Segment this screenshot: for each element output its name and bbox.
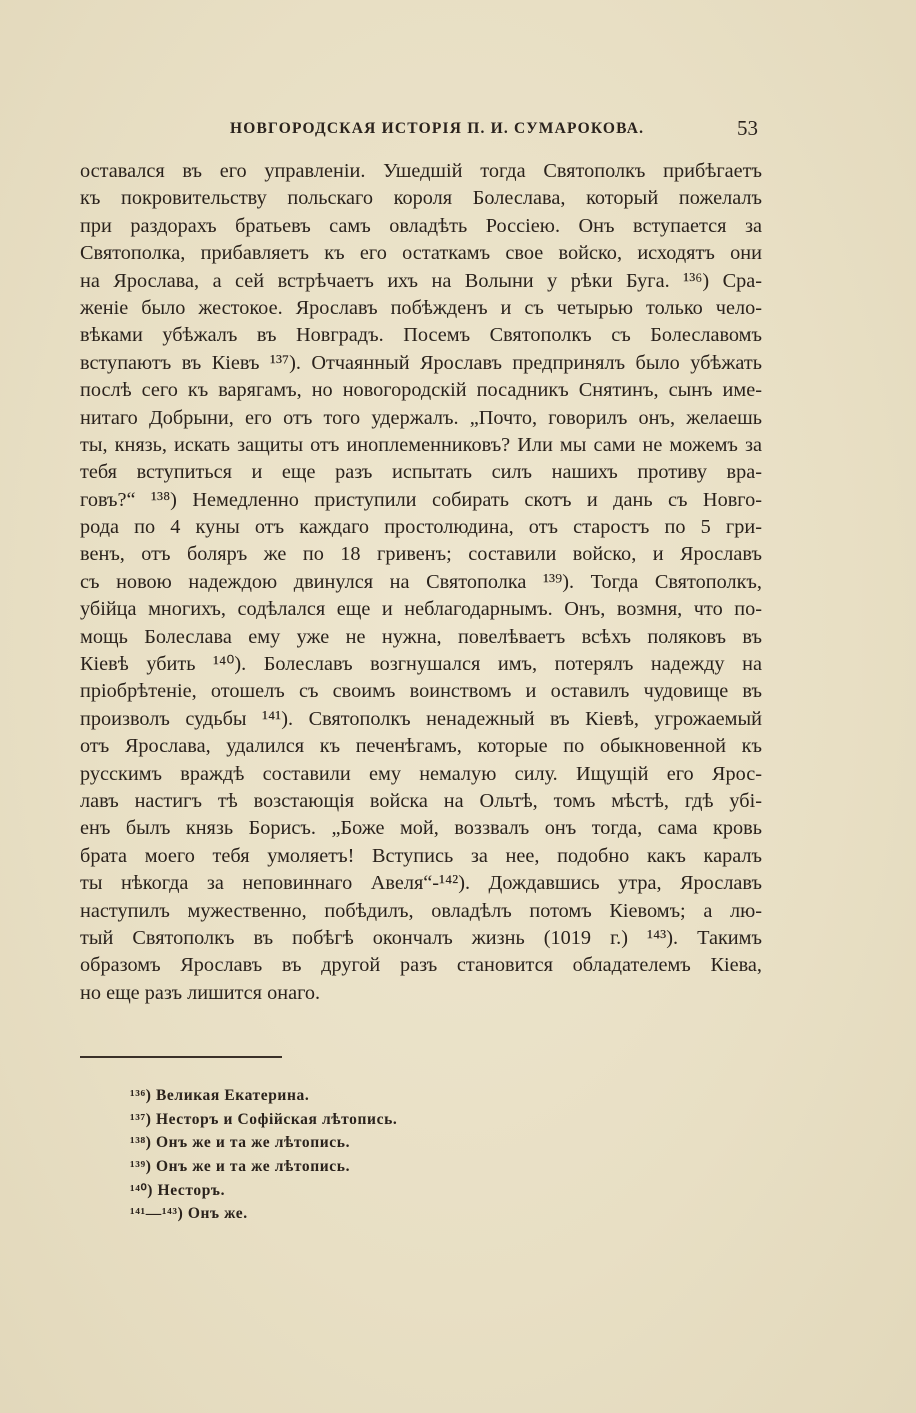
footnotes: [130, 1084, 630, 1226]
text-line: брата моего тебя умоляетъ! Вступись за нее, подобно какъ каралъ: [80, 844, 762, 867]
footnote: ¹⁴⁰) Несторъ.: [130, 1181, 226, 1199]
text-line: но еще разъ лишится онаго.: [80, 981, 321, 1004]
text-line: мощь Болеслава ему уже не нужна, повелѣваетъ всѣхъ поляковъ въ: [80, 625, 762, 648]
text-line: енъ былъ князь Борисъ. „Боже мой, воззвалъ онъ тогда, сама кровь: [80, 817, 762, 840]
text-line: къ покровительству польскаго короля Болеслава, который пожелалъ: [80, 187, 762, 210]
text-line: тебя вступиться и еще разъ испытать силъ нашихъ противу вра-: [80, 461, 762, 484]
text-line: пріобрѣтеніе, отошелъ съ своимъ воинствомъ и оставилъ чудовище въ: [80, 680, 762, 703]
text-line: лавъ настигъ тѣ возстающія войска на Ольтѣ, томъ мѣстѣ, гдѣ убі-: [80, 789, 762, 812]
text-line: вѣками убѣжалъ въ Новградъ. Посемъ Святополкъ съ Болеславомъ: [80, 324, 762, 347]
page-header: [80, 116, 760, 144]
running-title: НОВГОРОДСКАЯ ИСТОРІЯ П. И. СУМАРОКОВА.: [230, 120, 645, 137]
text-line: Кіевѣ убить ¹⁴⁰). Болеславъ возгнушался имъ, потерялъ надежду на: [80, 653, 762, 676]
footnote: ¹³⁷) Несторъ и Софійская лѣтопись.: [130, 1110, 398, 1128]
text-line: говъ?“ ¹³⁸) Немедленно приступили собирать скотъ и дань съ Новго-: [80, 488, 762, 511]
text-line: наступилъ мужественно, побѣдилъ, овладѣлъ потомъ Кіевомъ; а лю-: [80, 899, 762, 922]
text-line: венъ, отъ боляръ же по 18 гривенъ; составили войско, и Ярославъ: [80, 543, 762, 566]
text-line: женіе было жестокое. Ярославъ побѣжденъ и съ четырью только чело-: [80, 296, 762, 319]
text-line: съ новою надеждою двинулся на Святополка ¹³⁹). Тогда Святополкъ,: [80, 570, 762, 593]
text-line: произволъ судьбы ¹⁴¹). Святополкъ ненадежный въ Кіевѣ, угрожаемый: [80, 707, 762, 730]
text-line: образомъ Ярославъ въ другой разъ становится обладателемъ Кіева,: [80, 954, 762, 977]
footnote: ¹⁴¹—¹⁴³) Онъ же.: [130, 1205, 248, 1223]
text-line: на Ярослава, а сей встрѣчаетъ ихъ на Волыни у рѣки Буга. ¹³⁶) Сра-: [80, 269, 762, 292]
text-line: ты, князь, искать защиты отъ иноплеменниковъ? Или мы сами не можемъ за: [80, 433, 762, 456]
text-line: послѣ сего къ варягамъ, но новогородскій посадникъ Снятинъ, сынъ име-: [80, 379, 762, 402]
text-line: русскимъ враждѣ составили ему немалую силу. Ищущій его Ярос-: [80, 762, 762, 785]
main-text: [80, 158, 762, 1007]
text-line: Святополка, прибавляетъ къ его остаткамъ свое войско, исходятъ они: [80, 242, 762, 265]
text-line: тый Святополкъ въ побѣгѣ окончалъ жизнь (1019 г.) ¹⁴³). Такимъ: [80, 926, 762, 949]
footnote: ¹³⁶) Великая Екатерина.: [130, 1087, 310, 1104]
footnote-divider: [80, 1056, 282, 1058]
text-line: вступаютъ въ Кіевъ ¹³⁷). Отчаянный Ярославъ предпринялъ было убѣжать: [80, 351, 762, 374]
text-line: нитаго Добрыни, его отъ того удержалъ. „Почто, говорилъ онъ, желаешь: [80, 406, 762, 429]
text-line: убійца многихъ, содѣлался еще и неблагодарнымъ. Онъ, возмня, что по-: [80, 598, 762, 621]
footnote: ¹³⁸) Онъ же и та же лѣтопись.: [130, 1134, 351, 1152]
text-line: ты нѣкогда за неповиннаго Авеля“-¹⁴²). Дождавшись утра, Ярославъ: [80, 872, 762, 895]
text-line: оставался въ его управленіи. Ушедшій тогда Святополкъ прибѣгаетъ: [80, 160, 762, 182]
page-number: 53: [737, 116, 758, 140]
text-line: рода по 4 куны отъ каждаго простолюдина, отъ старостъ по 5 гри-: [80, 516, 762, 539]
text-line: отъ Ярослава, удалился къ печенѣгамъ, которые по обыкновенной къ: [80, 735, 762, 758]
footnote: ¹³⁹) Онъ же и та же лѣтопись.: [130, 1158, 351, 1176]
text-line: при раздорахъ братьевъ самъ овладѣть Россіею. Онъ вступается за: [80, 214, 762, 237]
